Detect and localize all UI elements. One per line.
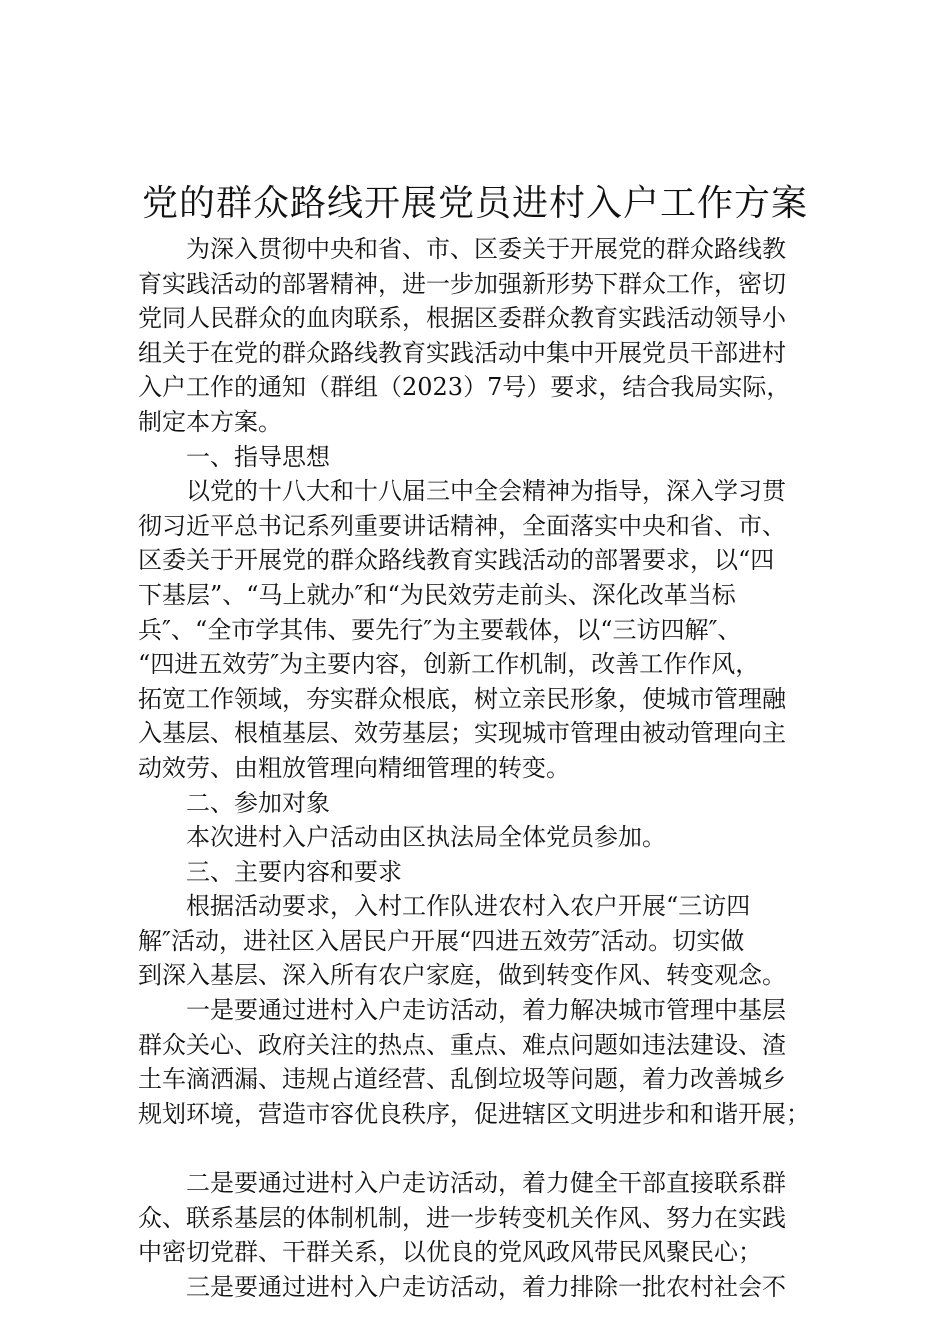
body-line: 为深入贯彻中央和省、市、区委关于开展党的群众路线教 bbox=[186, 235, 786, 263]
body-line: 动效劳、由粗放管理向精细管理的转变。 bbox=[138, 753, 570, 782]
body-line: 入户工作的通知（群组（2023）7号）要求，结合我局实际， bbox=[138, 373, 791, 402]
body-line: 组关于在党的群众路线教育实践活动中集中开展党员干部进村 bbox=[138, 338, 786, 367]
body-line: “四进五效劳″为主要内容，创新工作机制，改善工作作风， bbox=[138, 650, 760, 679]
body-line: 拓宽工作领域，夯实群众根底，树立亲民形象，使城市管理融 bbox=[138, 684, 786, 713]
section-heading: 三、主要内容和要求 bbox=[186, 857, 402, 886]
body-line: 本次进村入户活动由区执法局全体党员参加。 bbox=[186, 823, 666, 852]
body-line: 兵″、“全市学其伟、要先行″为主要载体，以“三访四解″、 bbox=[138, 615, 742, 644]
body-line: 土车滴洒漏、违规占道经营、乱倒垃圾等问题，着力改善城乡 bbox=[138, 1065, 786, 1094]
body-line: 区委关于开展党的群众路线教育实践活动的部署要求，以“四 bbox=[138, 546, 775, 575]
body-line: 育实践活动的部署精神，进一步加强新形势下群众工作，密切 bbox=[138, 269, 786, 298]
body-line: 彻习近平总书记系列重要讲话精神，全面落实中央和省、市、 bbox=[138, 511, 786, 540]
body-line: 到深入基层、深入所有农户家庭，做到转变作风、转变观念。 bbox=[138, 961, 786, 990]
body-line: 根据活动要求，入村工作队进农村入农户开展“三访四 bbox=[186, 892, 751, 921]
body-line: 规划环境，营造市容优良秩序，促进辖区文明进步和和谐开展； bbox=[138, 1099, 810, 1128]
body-line: 群众关心、政府关注的热点、重点、难点问题如违法建设、渣 bbox=[138, 1030, 786, 1059]
body-line: 下基层”、“马上就办″和“为民效劳走前头、深化改革当标 bbox=[138, 580, 736, 609]
document-body bbox=[138, 232, 858, 1304]
section-heading: 二、参加对象 bbox=[186, 788, 330, 817]
body-line: 解″活动，进社区入居民户开展“四进五效劳″活动。切实做 bbox=[138, 926, 745, 955]
section-heading: 一、指导思想 bbox=[186, 442, 330, 471]
body-line: 众、联系基层的体制机制，进一步转变机关作风、努力在实践 bbox=[138, 1203, 786, 1232]
body-line: 制定本方案。 bbox=[138, 407, 282, 436]
blank-line bbox=[138, 1131, 858, 1166]
body-line: 党同人民群众的血肉联系，根据区委群众教育实践活动领导小 bbox=[138, 304, 786, 333]
body-line: 三是要通过进村入户走访活动，着力排除一批农村社会不 bbox=[186, 1272, 786, 1301]
body-line: 一是要通过进村入户走访活动，着力解决城市管理中基层 bbox=[186, 996, 786, 1025]
body-line: 中密切党群、干群关系，以优良的党风政风带民风聚民心； bbox=[138, 1238, 762, 1267]
body-line: 二是要通过进村入户走访活动，着力健全干部直接联系群 bbox=[186, 1169, 786, 1198]
body-line: 入基层、根植基层、效劳基层；实现城市管理由被动管理向主 bbox=[138, 719, 786, 748]
body-line: 以党的十八大和十八届三中全会精神为指导，深入学习贯 bbox=[186, 477, 786, 506]
document-title: 党的群众路线开展党员进村入户工作方案 bbox=[141, 183, 808, 224]
